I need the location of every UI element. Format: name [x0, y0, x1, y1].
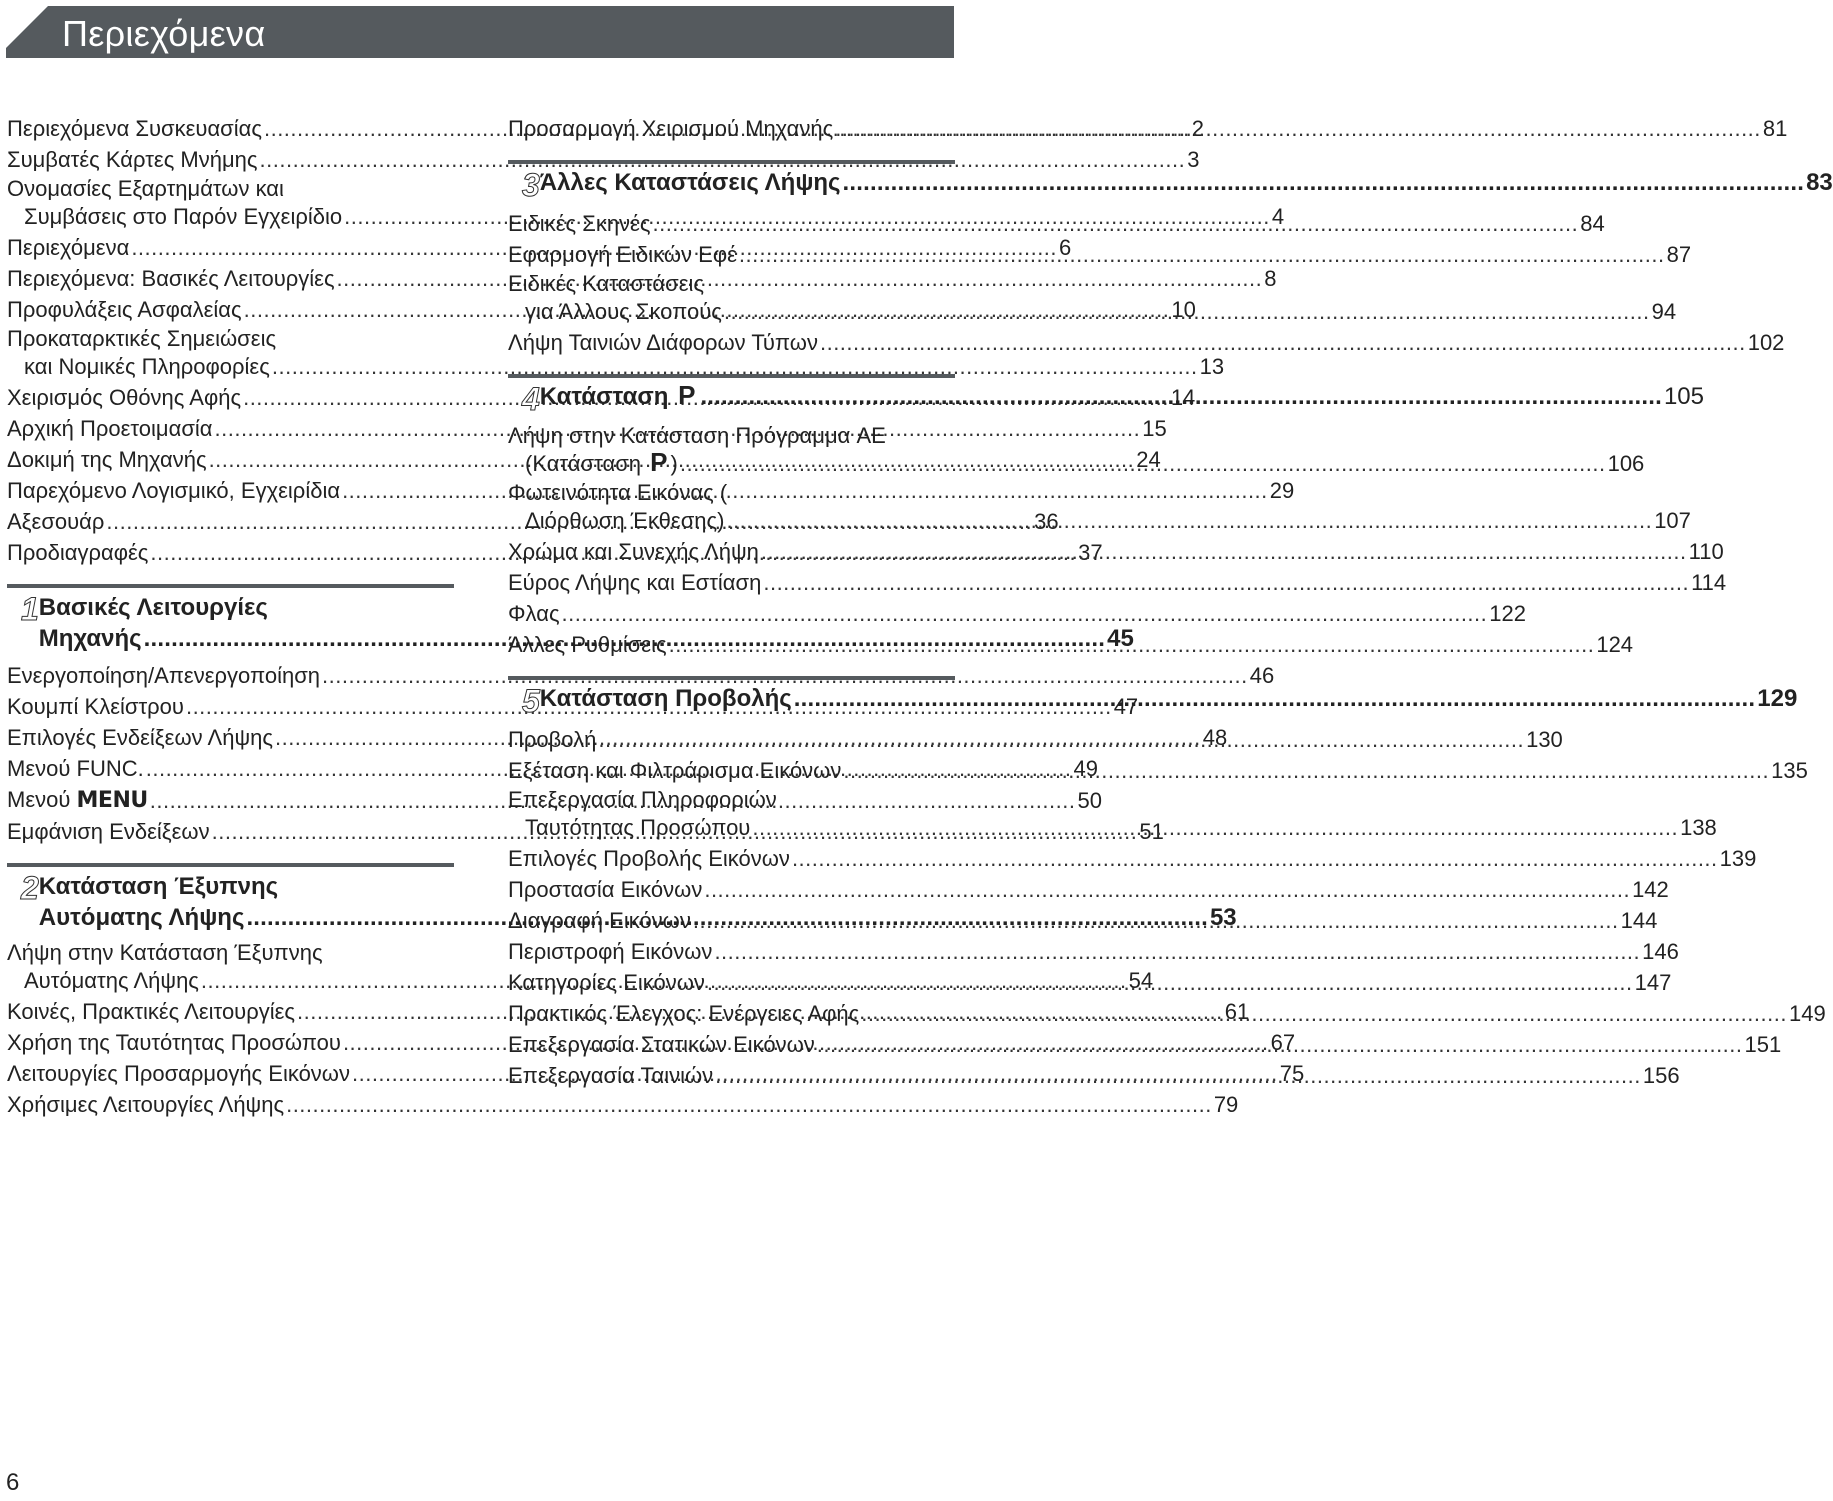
- leader-dots: [707, 967, 1633, 998]
- toc-entry-page: 122: [1489, 601, 1526, 626]
- toc-entry[interactable]: [508, 327, 1785, 358]
- leader-dots: [835, 113, 1761, 144]
- leader-dots: [562, 598, 1488, 629]
- toc-entry-title: Χειρισμός Οθόνης Αφής: [7, 385, 242, 410]
- toc-entry-title: Εμφάνιση Ενδείξεων: [7, 819, 210, 844]
- toc-entry-page: 13: [1199, 354, 1225, 379]
- chapter-title-line1: Κατάσταση Έξυπνης: [38, 873, 279, 900]
- toc-entry-title: Εφαρμογή Ειδικών Εφέ: [508, 242, 737, 267]
- toc-entry-title-line1: Επεξεργασία Πληροφοριών: [508, 787, 777, 812]
- toc-entry-title: Ταυτότητας Προσώπου: [525, 815, 751, 840]
- toc-entry[interactable]: [508, 843, 1757, 874]
- toc-entry-title: Προδιαγραφές: [7, 540, 149, 565]
- toc-entry-title: Κουμπί Κλείστρου: [7, 694, 184, 719]
- toc-entry-title: Προσαρμογή Χειρισμού Μηχανής: [508, 116, 834, 141]
- toc-entry-title: Επιλογές Ενδείξεων Λήψης: [7, 725, 273, 750]
- toc-entry-page: 151: [1744, 1032, 1782, 1057]
- toc-entry-page: 124: [1596, 632, 1634, 657]
- toc-entry-title: Χρήση της Ταυτότητας Προσώπου: [7, 1030, 341, 1055]
- toc-entry-page: 138: [1680, 815, 1717, 840]
- toc-entry-title: Κατηγορίες Εικόνων: [508, 970, 705, 995]
- leader-dots: [739, 239, 1665, 270]
- toc-entry[interactable]: [508, 598, 1526, 629]
- toc-entry-page: 47: [1113, 694, 1139, 719]
- leader-dots: [817, 1029, 1743, 1060]
- toc-entry-title-line1: Φωτεινότητα Εικόνας (: [508, 480, 728, 505]
- toc-entry-page: 87: [1666, 242, 1692, 267]
- toc-entry-page: 8: [1264, 266, 1277, 291]
- leader-dots: [286, 1089, 1212, 1120]
- toc-entry-page: 94: [1651, 299, 1677, 324]
- leader-dots: [680, 449, 1606, 479]
- toc-entry-page: 29: [1269, 478, 1295, 503]
- chapter-title: Κατάσταση: [539, 383, 669, 410]
- page-number: 6: [6, 1469, 20, 1496]
- toc-entry-title: Μενού FUNC.: [7, 756, 144, 781]
- toc-entry-page: 110: [1688, 539, 1724, 564]
- toc-entry-title: Δοκιμή της Μηχανής: [7, 447, 207, 472]
- program-mode-icon: P: [678, 380, 696, 410]
- toc-entry-page: 61: [1224, 999, 1250, 1024]
- toc-entry-title-line1: Λήψη στην Κατάσταση Πρόγραμμα AE: [508, 423, 886, 448]
- menu-button-icon: MENU: [76, 788, 148, 813]
- chapter-number: 2: [21, 870, 39, 906]
- toc-entry-title: και Νομικές Πληροφορίες: [24, 354, 270, 379]
- toc-entry-title: (Κατάσταση: [525, 451, 642, 476]
- toc-entry-title: Επεξεργασία Ταινιών: [508, 1063, 714, 1088]
- toc-entry-title: Αξεσουάρ: [7, 509, 105, 534]
- leader-dots: [761, 536, 1687, 567]
- toc-entry-page: 49: [1073, 756, 1098, 781]
- toc-entry-title: Κοινές, Πρακτικές Λειτουργίες: [7, 999, 296, 1024]
- toc-entry[interactable]: [508, 936, 1679, 967]
- toc-entry-page: 106: [1607, 451, 1645, 476]
- toc-entry-title: Άλλες Ρυθμίσεις: [508, 632, 667, 657]
- chapter-page: 129: [1757, 685, 1798, 712]
- toc-entry-title: Χρήσιμες Λειτουργίες Λήψης: [7, 1092, 285, 1117]
- toc-entry-page: 3: [1187, 147, 1200, 172]
- toc-entry-title: Εξέταση και Φιλτράρισμα Εικόνων: [508, 758, 842, 783]
- toc-entry-page: 2: [1191, 116, 1204, 141]
- leader-dots: [714, 936, 1640, 967]
- toc-entry-title: Διόρθωση Έκθεσης): [525, 508, 725, 533]
- toc-entry-page: 46: [1249, 663, 1275, 688]
- toc-entry-title: Παρεχόμενο Λογισμικό, Εγχειρίδια: [7, 478, 341, 503]
- toc-entry-title: Συμβάσεις στο Παρόν Εγχειρίδιο: [24, 204, 343, 229]
- program-mode-icon: P: [650, 447, 668, 477]
- toc-entry-page: 142: [1632, 877, 1669, 902]
- chapter-number: 1: [21, 591, 39, 627]
- toc-entry-page: 139: [1719, 846, 1757, 871]
- toc-entry-title-line1: Ειδικές Καταστάσεις: [508, 271, 704, 296]
- toc-entry[interactable]: [7, 144, 1200, 175]
- chapter-number: 5: [522, 683, 540, 719]
- leader-dots: [843, 755, 1769, 786]
- toc-entry-title: Διαγραφή Εικόνων: [508, 908, 691, 933]
- toc-entry-page: 146: [1642, 939, 1679, 964]
- leader-dots: [669, 629, 1595, 660]
- toc-entry[interactable]: [508, 113, 1788, 144]
- toc-entry-title-line1: Προκαταρκτικές Σημειώσεις: [7, 326, 277, 351]
- toc-entry-page: 135: [1771, 758, 1808, 783]
- toc-entry-page: 54: [1128, 968, 1154, 993]
- chapter-title-line1: Βασικές Λειτουργίες: [38, 594, 268, 621]
- title-bar: [6, 6, 954, 58]
- chapter-page: 53: [1209, 904, 1237, 931]
- chapter-title: Κατάσταση Προβολής: [539, 685, 792, 712]
- leader-dots: [843, 168, 1805, 198]
- toc-entry-page: 4: [1271, 204, 1285, 229]
- toc-entry-page: 149: [1788, 1001, 1826, 1026]
- toc-entry-page: 67: [1270, 1030, 1296, 1055]
- leader-dots: [715, 1060, 1641, 1091]
- toc-entry-page: 15: [1142, 416, 1167, 441]
- toc-entry-page: 37: [1078, 540, 1103, 565]
- page-title: Περιεχόμενα: [62, 13, 266, 54]
- toc-entry-title: Πρακτικός Έλεγχος: Ενέργειες Αφής: [508, 1001, 860, 1026]
- toc-entry[interactable]: [508, 208, 1605, 239]
- chapter-page: 83: [1806, 169, 1833, 196]
- toc-entry-title: Επιλογές Προβολής Εικόνων: [508, 846, 790, 871]
- toc-entry-page: 36: [1034, 509, 1059, 534]
- leader-dots: [763, 567, 1689, 598]
- chapter-number: 4: [522, 381, 540, 417]
- toc-entry-title: Προφυλάξεις Ασφαλείας: [7, 297, 242, 322]
- toc-entry-title: Προβολή: [508, 727, 597, 752]
- chapter-number: 3: [522, 167, 540, 203]
- toc-entry-page: 6: [1059, 235, 1072, 260]
- toc-entry-page: 48: [1202, 725, 1228, 750]
- toc-entry-title: Μενού: [7, 787, 71, 812]
- leader-dots: [700, 382, 1662, 412]
- leader-dots: [693, 905, 1619, 936]
- toc-entry-page: 102: [1747, 330, 1785, 355]
- toc-entry-page: 24: [1136, 447, 1161, 472]
- toc-entry-title: Ενεργοποίηση/Απενεργοποίηση: [7, 663, 321, 688]
- toc-entry-title: Εύρος Λήψης και Εστίαση: [508, 570, 762, 595]
- toc-entry-page: 75: [1279, 1061, 1305, 1086]
- toc-entry[interactable]: [508, 874, 1669, 905]
- chapter-page: 105: [1663, 383, 1704, 410]
- leader-dots: [704, 874, 1630, 905]
- toc-entry-title: Λειτουργίες Προσαρμογής Εικόνων: [7, 1061, 350, 1086]
- toc-entry-page: 79: [1213, 1092, 1239, 1117]
- toc-entry-page: 156: [1642, 1063, 1680, 1088]
- toc-entry-page: 130: [1526, 727, 1563, 752]
- leader-dots: [726, 506, 1652, 536]
- toc-entry-title: για Άλλους Σκοπούς: [525, 299, 722, 324]
- toc-entry-title: Περιεχόμενα: Βασικές Λειτουργίες: [7, 266, 335, 291]
- leader-dots: [598, 724, 1524, 755]
- toc-entry-page: 81: [1762, 116, 1788, 141]
- toc-entry-title: Αυτόματης Λήψης: [24, 968, 199, 993]
- chapter-page: 45: [1107, 625, 1134, 652]
- toc-entry-page: 10: [1171, 297, 1196, 322]
- toc-entry-title: Λήψη Ταινιών Διάφορων Τύπων: [508, 330, 818, 355]
- toc-entry-title-end: ): [670, 451, 678, 476]
- toc-entry-title: Περιστροφή Εικόνων: [508, 939, 713, 964]
- toc-entry-page: 84: [1580, 211, 1605, 236]
- toc-entry-page: 144: [1620, 908, 1658, 933]
- leader-dots: [861, 998, 1787, 1029]
- toc-entry-page: 51: [1139, 819, 1164, 844]
- toc-entry-title: Ειδικές Σκηνές: [508, 211, 651, 236]
- toc-entry-title: Προστασία Εικόνων: [508, 877, 703, 902]
- leader-dots: [652, 208, 1578, 239]
- chapter-title-line2: Μηχανής: [38, 625, 142, 652]
- toc-entry-page: 114: [1691, 570, 1727, 595]
- toc-entry[interactable]: [7, 1089, 1239, 1120]
- toc-entry-title: Χρώμα και Συνεχής Λήψη: [508, 539, 759, 564]
- toc-entry-title-line1: Ονομασίες Εξαρτημάτων και: [7, 176, 284, 201]
- toc-entry-title-line1: Λήψη στην Κατάσταση Έξυπνης: [7, 940, 323, 965]
- toc-entry-page: 147: [1634, 970, 1672, 995]
- chapter-title: Άλλες Καταστάσεις Λήψης: [539, 169, 841, 196]
- toc-entry-title: Αρχική Προετοιμασία: [7, 416, 213, 441]
- toc-entry[interactable]: [508, 239, 1692, 270]
- toc-entry-title: Επεξεργασία Στατικών Εικόνων: [508, 1032, 815, 1057]
- leader-dots: [794, 684, 1756, 714]
- leader-dots: [792, 843, 1718, 874]
- leader-dots: [752, 813, 1678, 843]
- toc-entry-title: Περιεχόμενα Συσκευασίας: [7, 116, 262, 141]
- chapter-heading[interactable]: [508, 160, 1833, 203]
- toc-entry-title: Φλας: [508, 601, 560, 626]
- chapter-title-line2: Αυτόματης Λήψης: [38, 904, 245, 931]
- toc-entry-page: 50: [1077, 788, 1102, 813]
- leader-dots: [820, 327, 1746, 358]
- toc-entry-title: Συμβατές Κάρτες Μνήμης: [7, 147, 258, 172]
- toc-entry-page: 107: [1654, 508, 1691, 533]
- toc-entry-page: 14: [1170, 385, 1196, 410]
- toc-entry[interactable]: [508, 567, 1727, 598]
- leader-dots: [724, 297, 1650, 327]
- toc-entry[interactable]: [7, 660, 1275, 691]
- toc-entry-title: Περιεχόμενα: [7, 235, 130, 260]
